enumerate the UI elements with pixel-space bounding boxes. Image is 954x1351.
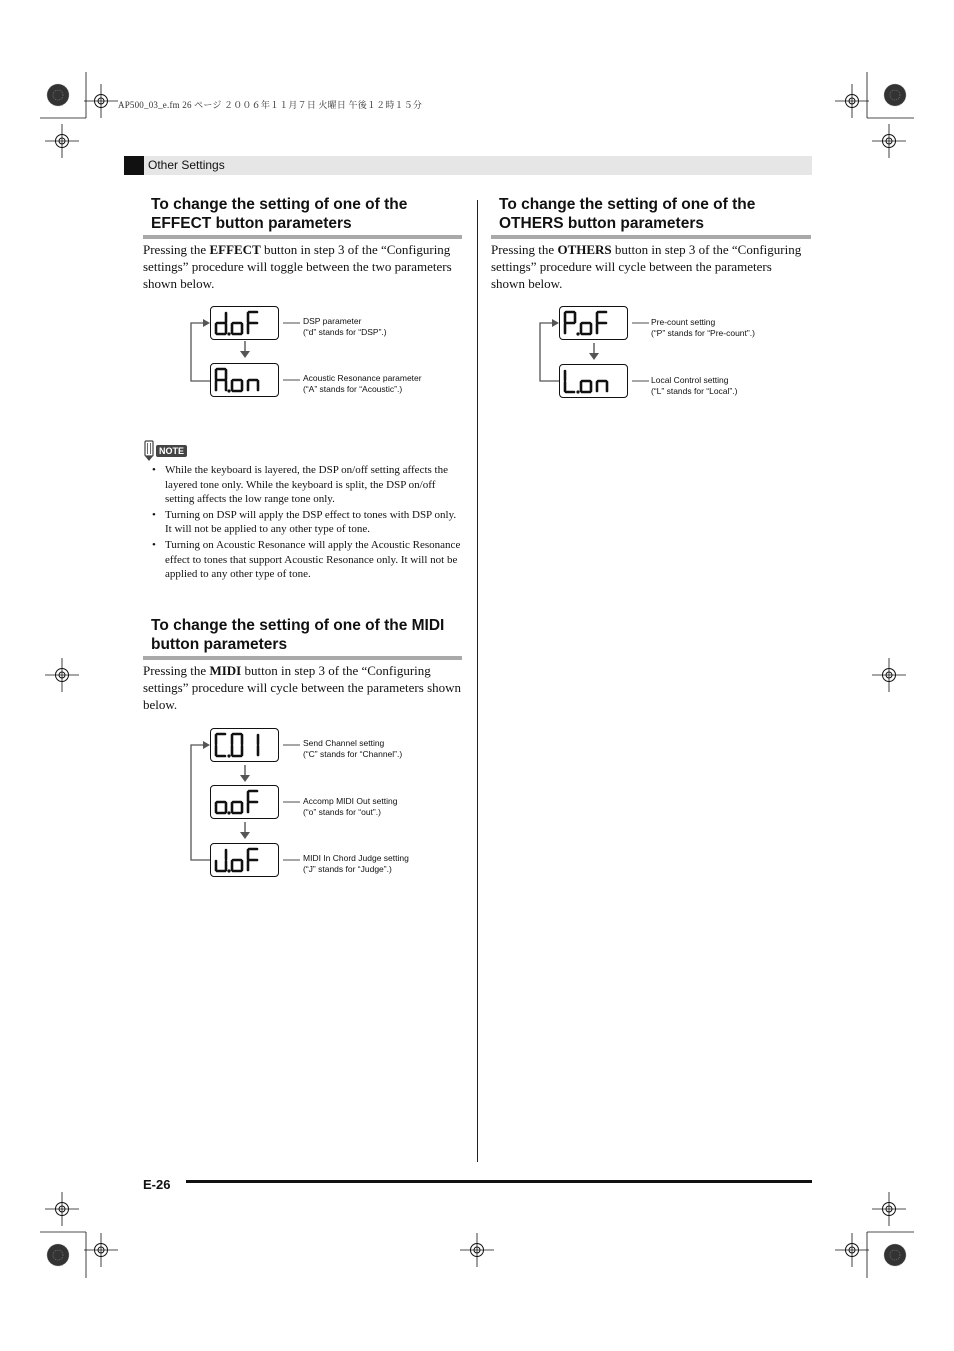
segment-digits bbox=[211, 786, 278, 818]
leader-line bbox=[632, 322, 650, 324]
display-others-local bbox=[559, 364, 628, 398]
segment-digits bbox=[211, 364, 278, 396]
display-midi-accomp-out bbox=[210, 785, 279, 819]
list-item: • While the keyboard is layered, the DSP on/off setting affects the layered tone only. While the keyboard is split, the DSP on/off setting affects the low range tone only. bbox=[143, 463, 463, 507]
footer-rule bbox=[186, 1180, 812, 1183]
leader-line bbox=[283, 744, 301, 746]
list-item: • Turning on Acoustic Resonance will apply the Acoustic Resonance effect to tones that support Acoustic Resonance only. It will not be applied to any other type of tone. bbox=[143, 538, 463, 582]
leader-line bbox=[283, 801, 301, 803]
caption-midi-accomp-out: Accomp MIDI Out setting (“o” stands for “out”.) bbox=[303, 796, 398, 817]
display-others-precount bbox=[559, 306, 628, 340]
caption-effect-acoustic: Acoustic Resonance parameter (“A” stands for “Acoustic”.) bbox=[303, 373, 422, 394]
list-item: • Turning on DSP will apply the DSP effect to tones with DSP only. It will not be applied to any other type of tone. bbox=[143, 508, 463, 537]
caption-others-precount: Pre-count setting (“P” stands for “Pre-count”.) bbox=[651, 317, 755, 338]
segment-digits bbox=[211, 844, 278, 876]
midi-arrow-down-1 bbox=[238, 764, 252, 784]
section-label: Other Settings bbox=[148, 158, 225, 172]
lcd-dot bbox=[227, 869, 230, 872]
lcd-dot bbox=[227, 754, 230, 757]
print-header: AP500_03_e.fm 26 ページ ２００６年１１月７日 火曜日 午後１２時１５分 bbox=[118, 100, 423, 110]
lcd-dot bbox=[227, 332, 230, 335]
leader-line bbox=[632, 380, 650, 382]
lcd-dot bbox=[576, 332, 579, 335]
effect-heading-rule bbox=[143, 235, 462, 239]
column-divider bbox=[477, 200, 478, 1162]
caption-effect-dsp: DSP parameter (“d” stands for “DSP”.) bbox=[303, 316, 387, 337]
display-midi-chord-judge bbox=[210, 843, 279, 877]
display-effect-dsp bbox=[210, 306, 279, 340]
segment-digits bbox=[211, 729, 278, 761]
segment-digits bbox=[560, 365, 627, 397]
pencil-icon bbox=[143, 440, 155, 462]
effect-heading: To change the setting of one of the EFFECT button parameters bbox=[151, 196, 408, 232]
effect-body: Pressing the EFFECT button in step 3 of the “Configuring settings” procedure will toggle between the two parameters shown below. bbox=[143, 242, 452, 291]
others-heading: To change the setting of one of the OTHERS button parameters bbox=[499, 196, 756, 232]
page-number: E-26 bbox=[143, 1177, 171, 1192]
display-effect-acoustic bbox=[210, 363, 279, 397]
section-bar bbox=[124, 156, 812, 175]
others-arrow-down bbox=[587, 342, 601, 362]
others-body: Pressing the OTHERS button in step 3 of the “Configuring settings” procedure will cycle between the parameters shown below. bbox=[491, 242, 802, 291]
lcd-dot bbox=[227, 389, 230, 392]
leader-line bbox=[283, 322, 301, 324]
effect-arrow-down bbox=[238, 340, 252, 360]
lcd-dot bbox=[227, 811, 230, 814]
midi-body: Pressing the MIDI button in step 3 of the “Configuring settings” procedure will cycle between the parameters shown below. bbox=[143, 663, 462, 712]
leader-line bbox=[283, 859, 301, 861]
caption-midi-send-channel: Send Channel setting (“C” stands for “Channel”.) bbox=[303, 738, 403, 759]
note-list bbox=[143, 463, 463, 582]
display-midi-send-channel bbox=[210, 728, 279, 762]
note-label bbox=[143, 440, 203, 462]
leader-line bbox=[283, 379, 301, 381]
caption-others-local: Local Control setting (“L” stands for “Local”.) bbox=[651, 375, 738, 396]
segment-digits bbox=[211, 307, 278, 339]
midi-heading: To change the setting of one of the MIDI button parameters bbox=[151, 617, 445, 653]
segment-digits bbox=[560, 307, 627, 339]
caption-midi-chord-judge: MIDI In Chord Judge setting (“J” stands for “Judge”.) bbox=[303, 853, 409, 874]
midi-arrow-down-2 bbox=[238, 821, 252, 841]
section-block bbox=[124, 156, 144, 175]
others-heading-rule bbox=[491, 235, 811, 239]
note-badge: NOTE bbox=[156, 445, 187, 457]
midi-heading-rule bbox=[143, 656, 462, 660]
lcd-dot bbox=[576, 390, 579, 393]
